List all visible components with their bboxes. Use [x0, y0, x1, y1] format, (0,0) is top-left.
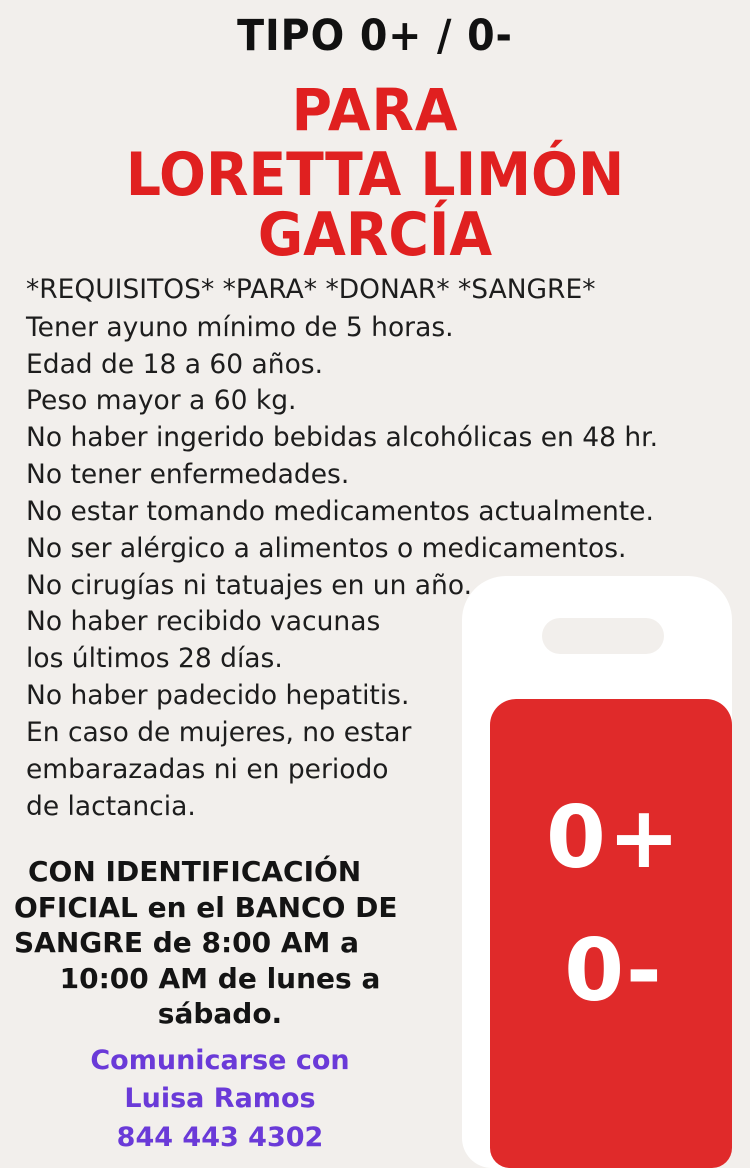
for-label: PARA	[291, 76, 459, 145]
contact-phone[interactable]: 844 443 4302	[116, 1121, 324, 1153]
blood-bag-hanger-hole	[542, 618, 664, 654]
requirement-item: No haber padecido hepatitis.	[26, 680, 410, 712]
callout-line: 10:00 AM de lunes a	[59, 961, 381, 995]
requirement-item: Tener ayuno mínimo de 5 horas.	[26, 311, 454, 343]
contact-block	[14, 1042, 426, 1157]
callout-line: CON IDENTIFICACIÓN	[28, 855, 362, 888]
blood-bag-type-positive: 0+	[546, 788, 682, 888]
blood-bag-illustration	[450, 576, 750, 1168]
patient-name: LORETTA LIMÓN GARCÍA	[125, 140, 625, 271]
contact-name: Luisa Ramos	[124, 1083, 316, 1115]
contact-line: Comunicarse con	[90, 1045, 350, 1076]
requirement-item: No ser alérgico a alimentos o medicamentos.	[26, 532, 627, 564]
blood-bag-type-negative: 0-	[564, 921, 664, 1022]
blood-bag-type-label	[490, 772, 732, 1039]
requirement-item: No cirugías ni tatuajes en un año.	[26, 569, 473, 601]
requirement-item: Peso mayor a 60 kg.	[26, 385, 297, 417]
requirements-title: *REQUISITOS* *PARA* *DONAR* *SANGRE*	[26, 274, 596, 305]
requirement-item: En caso de mujeres, no estar embarazadas ni en periodo de lactancia.	[26, 716, 412, 822]
callout-line: OFICIAL en el BANCO DE	[14, 890, 398, 924]
callout-line: SANGRE de 8:00 AM a	[14, 926, 360, 960]
donation-location-callout	[14, 854, 426, 1032]
callout-line: sábado.	[157, 997, 283, 1031]
requirement-item: No haber recibido vacunas los últimos 28 días.	[26, 606, 381, 675]
blood-type-heading: TIPO 0+ / 0-	[237, 11, 513, 61]
requirement-item: No haber ingerido bebidas alcohólicas en 48 hr.	[26, 422, 659, 454]
requirement-item: No estar tomando medicamentos actualmente.	[26, 495, 654, 527]
requirement-item: Edad de 18 a 60 años.	[26, 348, 324, 380]
requirement-item: No tener enfermedades.	[26, 459, 350, 491]
